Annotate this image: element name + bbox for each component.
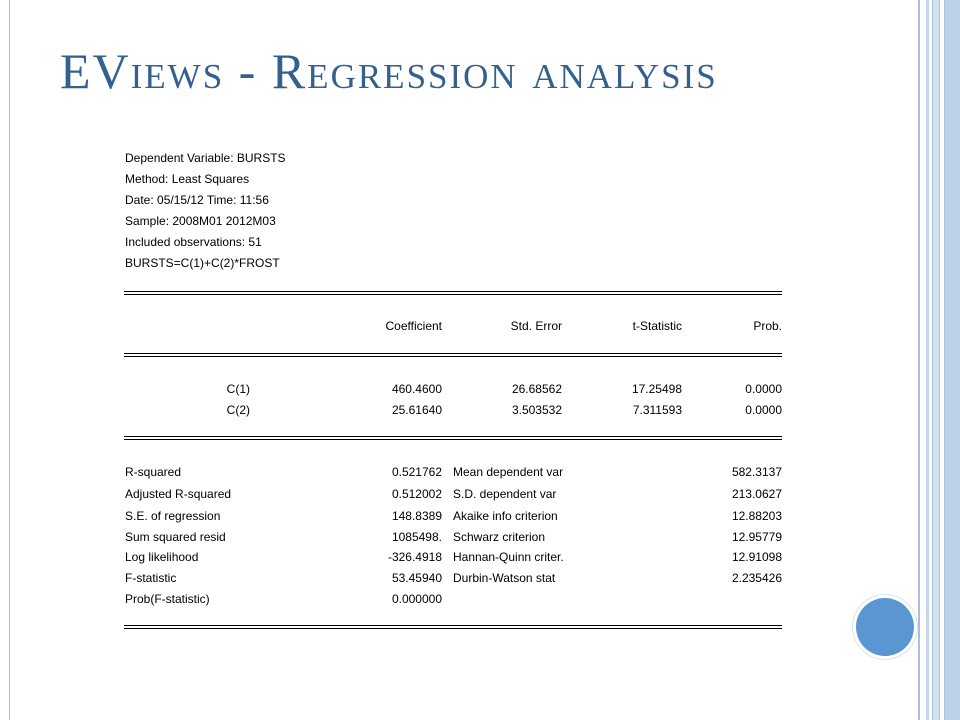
right-frame-band	[944, 0, 960, 720]
table-rule-coef	[124, 436, 782, 440]
stat-value-2: 12.88203	[731, 509, 782, 523]
stat-value: 1085498.	[391, 530, 442, 544]
coef-std-error: 3.503532	[511, 403, 562, 417]
stat-label: Adjusted R-squared	[125, 487, 232, 501]
coef-var: C(2)	[226, 403, 250, 417]
stat-value-2: 12.91098	[731, 550, 782, 564]
stat-label: Log likelihood	[125, 550, 199, 564]
observations: Included observations: 51	[125, 235, 262, 249]
dependent-variable: Dependent Variable: BURSTS	[125, 151, 286, 165]
header-std-error: Std. Error	[510, 319, 562, 333]
coef-var: C(1)	[226, 382, 250, 396]
stat-label-2: Akaike info criterion	[453, 509, 558, 523]
coef-t-stat: 17.25498	[631, 382, 682, 396]
stat-label: F-statistic	[125, 571, 177, 585]
date-time: Date: 05/15/12 Time: 11:56	[125, 193, 269, 207]
coef-prob: 0.0000	[745, 403, 782, 417]
regression-meta	[125, 148, 286, 274]
stat-label-2: Hannan-Quinn criter.	[453, 550, 564, 564]
header-prob: Prob.	[753, 319, 782, 333]
equation: BURSTS=C(1)+C(2)*FROST	[125, 256, 280, 270]
header-coefficient: Coefficient	[385, 319, 442, 333]
stat-value-2: 2.235426	[731, 571, 782, 585]
stat-label: Sum squared resid	[125, 530, 226, 544]
right-frame-line	[918, 0, 920, 720]
stat-value: 53.45940	[391, 571, 442, 585]
table-rule-top	[124, 291, 782, 295]
coef-value: 25.61640	[391, 403, 442, 417]
table-rule-header	[124, 353, 782, 357]
stat-value-2: 213.0627	[731, 487, 782, 501]
right-frame-band	[926, 0, 929, 720]
coef-std-error: 26.68562	[511, 382, 562, 396]
right-frame-band	[932, 0, 940, 720]
stat-value-2: 582.3137	[731, 465, 782, 479]
stat-label-2: Mean dependent var	[453, 465, 564, 479]
coef-prob: 0.0000	[745, 382, 782, 396]
stat-label: S.E. of regression	[125, 509, 221, 523]
left-frame-border	[0, 0, 10, 720]
stat-value: 148.8389	[391, 509, 442, 523]
method: Method: Least Squares	[125, 172, 250, 186]
table-rule-bottom	[124, 625, 782, 629]
coef-t-stat: 7.311593	[632, 403, 682, 417]
coef-value: 460.4600	[391, 382, 442, 396]
stat-label-2: Schwarz criterion	[453, 530, 546, 544]
stat-label-2: Durbin-Watson stat	[453, 571, 556, 585]
stat-value: 0.000000	[391, 592, 442, 606]
stat-value-2: 12.95779	[731, 530, 782, 544]
stat-value: -326.4918	[387, 550, 442, 564]
stat-label: Prob(F-statistic)	[125, 592, 210, 606]
sample: Sample: 2008M01 2012M03	[125, 214, 276, 228]
slide-title: EViews - Regression analysis	[60, 43, 718, 99]
header-t-statistic: t-Statistic	[632, 319, 682, 333]
stat-value: 0.512002	[391, 487, 442, 501]
decorative-circle	[856, 598, 914, 656]
stat-label-2: S.D. dependent var	[453, 487, 557, 501]
stat-value: 0.521762	[391, 465, 442, 479]
stat-label: R-squared	[125, 465, 182, 479]
